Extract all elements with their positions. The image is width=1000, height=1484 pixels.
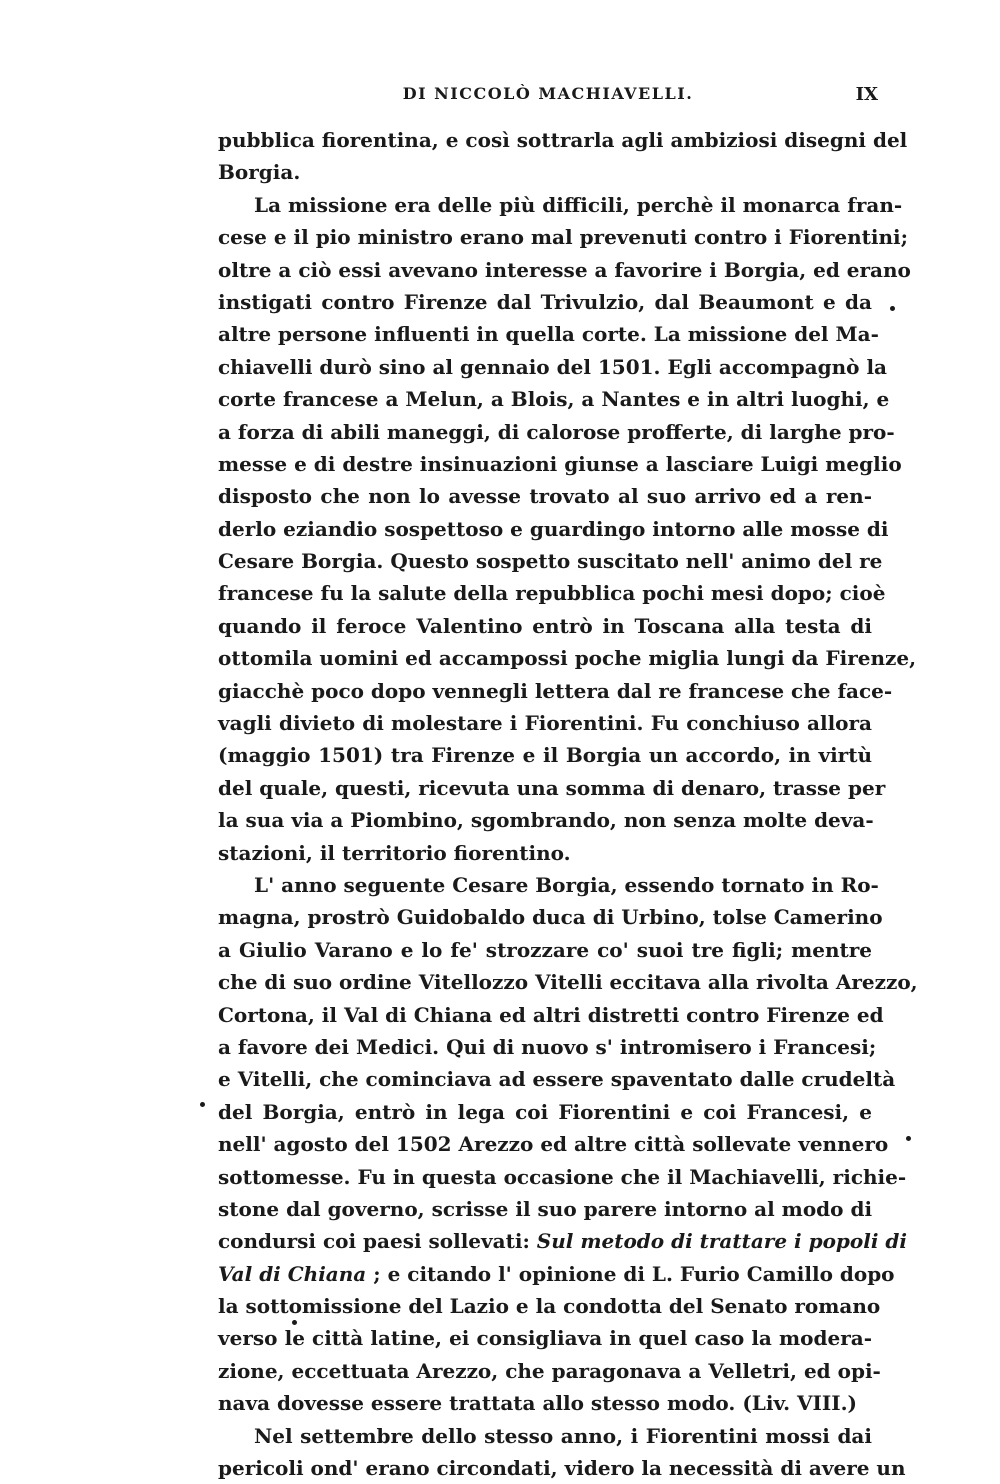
text-line: cese e il pio ministro erano mal prevenuti contro i Fiorentini; bbox=[218, 225, 909, 250]
text-line: La missione era delle più difficili, perchè il monarca fran- bbox=[254, 192, 903, 217]
text-line: Nel settembre dello stesso anno, i Fiorentini mossi dai bbox=[254, 1423, 872, 1448]
text-segment: ; e citando l' opinione di L. Furio Camillo dopo bbox=[366, 1261, 895, 1286]
text-line: che di suo ordine Vitellozzo Vitelli eccitava alla rivolta Arezzo, bbox=[218, 970, 918, 995]
text-line: del Borgia, entrò in lega coi Fiorentini e coi Francesi, e bbox=[218, 1099, 872, 1124]
text-line: Cesare Borgia. Questo sospetto suscitato nell' animo del re bbox=[218, 549, 883, 574]
running-head: DI NICCOLÒ MACHIAVELLI. bbox=[402, 84, 694, 103]
text-line: a favore dei Medici. Qui di nuovo s' intromisero i Francesi; bbox=[218, 1034, 877, 1059]
text-line: giacchè poco dopo vennegli lettera dal re francese che face- bbox=[218, 678, 893, 703]
text-line: verso le città latine, ei consigliava in quel caso la modera- bbox=[218, 1326, 872, 1351]
body-text bbox=[218, 124, 918, 1484]
text-line: disposto che non lo avesse trovato al suo arrivo ed a ren- bbox=[218, 484, 872, 509]
text-line bbox=[218, 1225, 907, 1257]
text-segment: condursi coi paesi sollevati: bbox=[218, 1229, 537, 1254]
text-line: nell' agosto del 1502 Arezzo ed altre città sollevate vennero bbox=[218, 1132, 889, 1157]
text-line: corte francese a Melun, a Blois, a Nantes e in altri luoghi, e bbox=[218, 387, 890, 412]
text-line bbox=[218, 1258, 895, 1290]
page-number: IX bbox=[855, 84, 878, 105]
italic-title: Val di Chiana bbox=[218, 1261, 367, 1286]
text-line: Cortona, il Val di Chiana ed altri distretti contro Firenze ed bbox=[218, 1002, 884, 1027]
text-line: L' anno seguente Cesare Borgia, essendo tornato in Ro- bbox=[254, 872, 879, 897]
text-line: del quale, questi, ricevuta una somma di denaro, trasse per bbox=[218, 775, 886, 800]
text-line: sottomesse. Fu in questa occasione che il Machiavelli, richie- bbox=[218, 1164, 907, 1189]
text-line: oltre a ciò essi avevano interesse a favorire i Borgia, ed erano bbox=[218, 257, 911, 282]
text-line: instigati contro Firenze dal Trivulzio, dal Beaumont e da bbox=[218, 289, 872, 314]
text-line: derlo eziandio sospettoso e guardingo intorno alle mosse di bbox=[218, 516, 889, 541]
text-line: chiavelli durò sino al gennaio del 1501. Egli accompagnò la bbox=[218, 354, 888, 379]
text-line: a Giulio Varano e lo fe' strozzare co' suoi tre figli; mentre bbox=[218, 937, 872, 962]
text-line: messe e di destre insinuazioni giunse a lasciare Luigi meglio bbox=[218, 451, 902, 476]
text-line: magna, prostrò Guidobaldo duca di Urbino, tolse Camerino bbox=[218, 905, 883, 930]
text-line: zione, eccettuata Arezzo, che paragonava a Velletri, ed opi- bbox=[218, 1358, 881, 1383]
text-line: la sua via a Piombino, sgombrando, non senza molte deva- bbox=[218, 808, 874, 833]
text-line: e Vitelli, che cominciava ad essere spaventato dalle crudeltà bbox=[218, 1067, 896, 1092]
text-line: (maggio 1501) tra Firenze e il Borgia un accordo, in virtù bbox=[218, 743, 872, 768]
text-line: altre persone influenti in quella corte. La missione del Ma- bbox=[218, 322, 879, 347]
text-line: stone dal governo, scrisse il suo parere intorno al modo di bbox=[218, 1196, 873, 1221]
text-line: a forza di abili maneggi, di calorose profferte, di larghe pro- bbox=[218, 419, 895, 444]
text-line: la sottomissione del Lazio e la condotta del Senato romano bbox=[218, 1294, 881, 1319]
italic-title: Sul metodo di trattare i popoli di bbox=[536, 1229, 907, 1254]
print-speck bbox=[906, 1136, 911, 1141]
text-line: vagli divieto di molestare i Fiorentini. Fu conchiuso allora bbox=[218, 711, 872, 736]
text-line: Borgia. bbox=[218, 160, 301, 185]
text-line: ottomila uomini ed accampossi poche miglia lungi da Firenze, bbox=[218, 646, 917, 671]
text-line: pericoli ond' erano circondati, videro la necessità di avere un bbox=[218, 1456, 906, 1481]
print-speck bbox=[292, 1320, 297, 1325]
text-line: pubblica fiorentina, e così sottrarla agli ambiziosi disegni del bbox=[218, 128, 908, 152]
text-line: nava dovesse essere trattata allo stesso modo. (Liv. VIII.) bbox=[218, 1391, 858, 1416]
text-line: quando il feroce Valentino entrò in Toscana alla testa di bbox=[218, 613, 872, 638]
print-speck bbox=[200, 1102, 205, 1107]
text-line: stazioni, il territorio fiorentino. bbox=[218, 840, 571, 865]
page-header bbox=[218, 84, 878, 110]
print-speck bbox=[890, 306, 895, 311]
text-line: francese fu la salute della repubblica pochi mesi dopo; cioè bbox=[218, 581, 886, 606]
